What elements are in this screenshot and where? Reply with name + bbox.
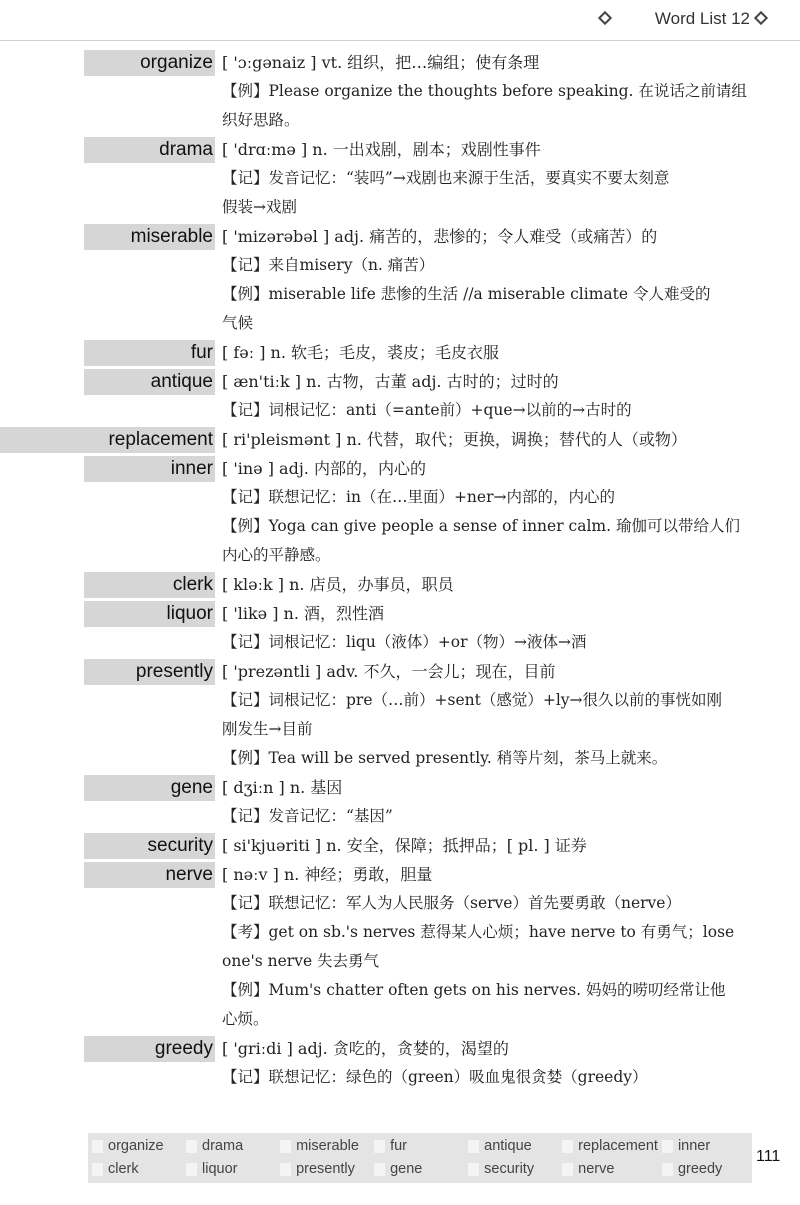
note-line: 【记】联想记忆：in（在…里面）+ner→内部的，内心的 bbox=[222, 488, 615, 506]
headword: greedy bbox=[84, 1036, 215, 1062]
review-word: liquor bbox=[182, 1158, 276, 1181]
note-line: 【记】来自misery（n. 痛苦） bbox=[222, 256, 435, 274]
review-word: fur bbox=[370, 1135, 464, 1158]
note-line: 【例】Mum's chatter often gets on his nerves. 妈妈的唠叨经常让他 bbox=[222, 981, 726, 999]
review-word: antique bbox=[464, 1135, 558, 1158]
headword: organize bbox=[84, 50, 215, 76]
word-review-strip bbox=[88, 1133, 752, 1183]
word-entry bbox=[0, 657, 800, 773]
note-line: 假装→戏剧 bbox=[222, 198, 297, 216]
headword: drama bbox=[84, 137, 215, 163]
note-line: one's nerve 失去勇气 bbox=[222, 952, 380, 970]
headword: nerve bbox=[84, 862, 215, 888]
definition-line: [ 'drɑːmə ] n. 一出戏剧，剧本；戏剧性事件 bbox=[222, 140, 541, 159]
review-word: clerk bbox=[88, 1158, 182, 1181]
note-line: 【记】发音记忆：“基因” bbox=[222, 807, 393, 825]
headword: antique bbox=[84, 369, 215, 395]
review-word: replacement bbox=[558, 1135, 658, 1158]
note-line: 【记】联想记忆：军人为人民服务（serve）首先要勇敢（nerve） bbox=[222, 894, 681, 912]
review-word: drama bbox=[182, 1135, 276, 1158]
note-line: 【例】Tea will be served presently. 稍等片刻，茶马上就来。 bbox=[222, 749, 668, 767]
note-line: 【记】词根记忆：pre（…前）+sent（感觉）+ly→很久以前的事恍如刚 bbox=[222, 691, 723, 709]
headword: liquor bbox=[84, 601, 215, 627]
headword: clerk bbox=[84, 572, 215, 598]
definition-line: [ dʒiːn ] n. 基因 bbox=[222, 778, 343, 797]
note-line: 气候 bbox=[222, 314, 254, 332]
note-line: 【考】get on sb.'s nerves 惹得某人心烦；have nerve to 有勇气；lose bbox=[222, 923, 735, 941]
word-entry bbox=[0, 599, 800, 657]
review-word: miserable bbox=[276, 1135, 370, 1158]
note-line: 【记】联想记忆：绿色的（green）吸血鬼很贪婪（greedy） bbox=[222, 1068, 648, 1086]
word-entries bbox=[0, 48, 800, 1092]
note-line: 【记】词根记忆：liqu（液体）+or（物）→液体→酒 bbox=[222, 633, 587, 651]
note-line: 【记】词根记忆：anti（=ante前）+que→以前的→古时的 bbox=[222, 401, 632, 419]
page-header bbox=[0, 0, 800, 41]
review-word: gene bbox=[370, 1158, 464, 1181]
definition-line: [ ri'pleismənt ] n. 代替，取代；更换，调换；替代的人（或物） bbox=[222, 430, 687, 449]
review-word: organize bbox=[88, 1135, 182, 1158]
word-entry bbox=[0, 860, 800, 1034]
definition-line: [ 'ɔːgənaiz ] vt. 组织，把…编组；使有条理 bbox=[222, 53, 540, 72]
word-entry bbox=[0, 454, 800, 570]
definition-line: [ kləːk ] n. 店员，办事员，职员 bbox=[222, 575, 454, 594]
definition-line: [ fəː ] n. 软毛；毛皮，裘皮；毛皮衣服 bbox=[222, 343, 500, 362]
page-number: 111 bbox=[756, 1148, 781, 1165]
word-entry bbox=[0, 48, 800, 135]
word-entry bbox=[0, 831, 800, 860]
diamond-icon bbox=[754, 11, 768, 25]
note-line: 【例】miserable life 悲惨的生活 //a miserable climate 令人难受的 bbox=[222, 285, 711, 303]
word-entry bbox=[0, 773, 800, 831]
word-entry bbox=[0, 367, 800, 425]
definition-line: [ 'griːdi ] adj. 贪吃的，贪婪的，渴望的 bbox=[222, 1039, 509, 1058]
definition-line: [ 'prezəntli ] adv. 不久，一会儿；现在，目前 bbox=[222, 662, 556, 681]
definition-line: [ 'mizərəbəl ] adj. 痛苦的，悲惨的；令人难受（或痛苦）的 bbox=[222, 227, 658, 246]
review-word: nerve bbox=[558, 1158, 658, 1181]
headword: fur bbox=[84, 340, 215, 366]
note-line: 【例】Please organize the thoughts before speaking. 在说话之前请组 bbox=[222, 82, 747, 100]
word-entry bbox=[0, 135, 800, 222]
review-word-grid bbox=[88, 1135, 752, 1181]
review-word: inner bbox=[658, 1135, 752, 1158]
note-line: 【记】发音记忆：“装吗”→戏剧也来源于生活，要真实不要太刻意 bbox=[222, 169, 670, 187]
headword: security bbox=[84, 833, 215, 859]
headword: gene bbox=[84, 775, 215, 801]
definition-line: [ si'kjuəriti ] n. 安全，保障；抵押品；[ pl. ] 证券 bbox=[222, 836, 587, 855]
review-word: presently bbox=[276, 1158, 370, 1181]
definition-line: [ nəːv ] n. 神经；勇敢，胆量 bbox=[222, 865, 433, 884]
word-entry bbox=[0, 222, 800, 338]
word-entry bbox=[0, 1034, 800, 1092]
note-line: 内心的平静感。 bbox=[222, 546, 331, 564]
diamond-icon bbox=[598, 11, 612, 25]
header-title: Word List 12 bbox=[654, 9, 750, 28]
headword: inner bbox=[84, 456, 215, 482]
word-entry bbox=[0, 570, 800, 599]
review-word: security bbox=[464, 1158, 558, 1181]
note-line: 【例】Yoga can give people a sense of inner calm. 瑜伽可以带给人们 bbox=[222, 517, 740, 535]
definition-line: [ 'inə ] adj. 内部的，内心的 bbox=[222, 459, 426, 478]
headword: presently bbox=[84, 659, 215, 685]
headword: miserable bbox=[84, 224, 215, 250]
definition-line: [ 'likə ] n. 酒，烈性酒 bbox=[222, 604, 385, 623]
note-line: 刚发生→目前 bbox=[222, 720, 313, 738]
review-word: greedy bbox=[658, 1158, 752, 1181]
word-entry bbox=[0, 338, 800, 367]
headword: replacement bbox=[0, 427, 215, 453]
word-entry bbox=[0, 425, 800, 454]
note-line: 心烦。 bbox=[222, 1010, 269, 1028]
note-line: 织好思路。 bbox=[222, 111, 300, 129]
definition-line: [ æn'tiːk ] n. 古物，古董 adj. 古时的；过时的 bbox=[222, 372, 559, 391]
